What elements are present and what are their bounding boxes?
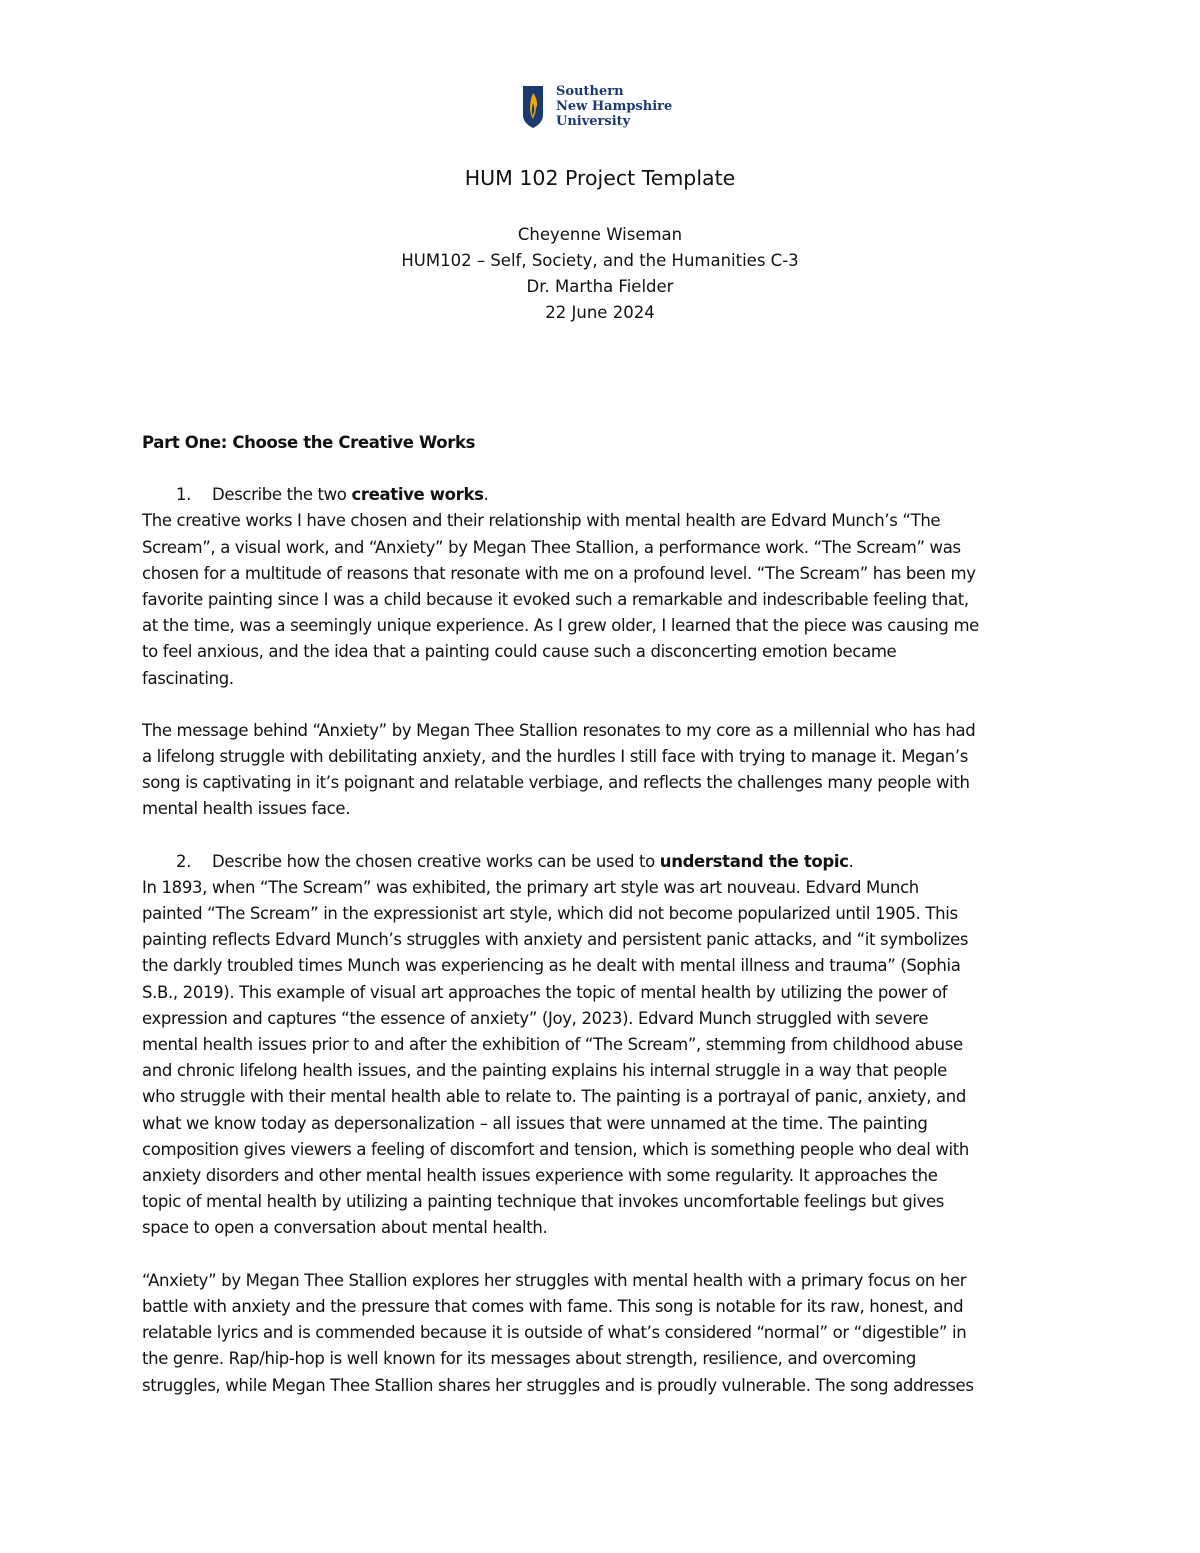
paragraph-gap: [142, 1242, 1062, 1268]
body-paragraph: [142, 508, 1062, 691]
text-line: battle with anxiety and the pressure that comes with fame. This song is notable for its raw, honest, and: [142, 1296, 964, 1316]
spacer: [142, 823, 1062, 849]
text-line: the genre. Rap/hip-hop is well known for its messages about strength, resilience, and overcoming: [142, 1349, 917, 1369]
title-block: [0, 222, 1200, 326]
body-paragraph: [142, 718, 1062, 823]
section-heading: Part One: Choose the Creative Works: [142, 433, 476, 452]
body-paragraph: [142, 875, 1062, 1242]
question-number: 2.: [176, 851, 192, 871]
document-title: HUM 102 Project Template: [464, 166, 736, 190]
text-line: a lifelong struggle with debilitating anxiety, and the hurdles I still face with trying to manage it. Megan’s: [142, 747, 969, 767]
answer-1: [142, 508, 1062, 822]
author-name: Cheyenne Wiseman: [517, 225, 683, 244]
text-line: relatable lyrics and is commended because it is outside of what’s considered “normal” or “digestible” in: [142, 1323, 967, 1343]
logo-line-1: Southern: [556, 84, 624, 99]
text-line: song is captivating in it’s poignant and relatable verbiage, and reflects the challenges many people with: [142, 773, 970, 793]
text-line: space to open a conversation about mental health.: [142, 1218, 548, 1238]
text-line: who struggle with their mental health able to relate to. The painting is a portrayal of panic, anxiety, and: [142, 1087, 967, 1107]
text-line: favorite painting since I was a child because it evoked such a remarkable and indescribable feeling that,: [142, 590, 969, 610]
logo-line-2: New Hampshire: [556, 99, 673, 114]
question-prefix: Describe how the chosen creative works can be used to: [212, 851, 660, 871]
text-line: Scream”, a visual work, and “Anxiety” by Megan Thee Stallion, a performance work. “The Scream” was: [142, 537, 961, 557]
text-line: topic of mental health by utilizing a painting technique that invokes uncomfortable feelings but gives: [142, 1192, 945, 1212]
question-number: 1.: [176, 485, 192, 505]
question-suffix: .: [483, 485, 489, 505]
document-body: [142, 430, 1062, 1399]
text-line: The creative works I have chosen and their relationship with mental health are Edvard Munch’s “The: [142, 511, 941, 531]
instructor-name: Dr. Martha Fielder: [526, 277, 674, 296]
logo-line-3: University: [556, 114, 631, 129]
question-keyword: understand the topic: [659, 851, 849, 871]
paragraph-gap: [142, 692, 1062, 718]
text-line: to feel anxious, and the idea that a painting could cause such a disconcerting emotion became: [142, 642, 897, 662]
text-line: mental health issues face.: [142, 799, 351, 819]
text-line: fascinating.: [142, 668, 234, 688]
text-line: In 1893, when “The Scream” was exhibited, the primary art style was art nouveau. Edvard Munch: [142, 877, 919, 897]
course-name: HUM102 – Self, Society, and the Humanities C-3: [401, 251, 799, 270]
text-line: mental health issues prior to and after the exhibition of “The Scream”, stemming from childhood abuse: [142, 1035, 963, 1055]
text-line: painted “The Scream” in the expressionist art style, which did not become popularized until 1905. This: [142, 904, 958, 924]
question-suffix: .: [848, 851, 854, 871]
text-line: The message behind “Anxiety” by Megan Thee Stallion resonates to my core as a millennial who has had: [142, 720, 976, 740]
submission-date: 22 June 2024: [545, 303, 655, 322]
text-line: at the time, was a seemingly unique experience. As I grew older, I learned that the piece was causing me: [142, 616, 979, 636]
question-1: [142, 482, 1062, 508]
question-text: [212, 482, 488, 508]
university-logo: [522, 84, 672, 129]
answer-2: [142, 875, 1062, 1399]
text-line: S.B., 2019). This example of visual art approaches the topic of mental health by utilizing the power of: [142, 982, 948, 1002]
shield-flame-icon: [522, 85, 544, 129]
question-keyword: creative works: [351, 485, 484, 505]
logo-wordmark: [556, 84, 672, 129]
text-line: chosen for a multitude of reasons that resonate with me on a profound level. “The Scream” has been my: [142, 563, 976, 583]
text-line: the darkly troubled times Munch was experiencing as he dealt with mental illness and trauma” (Sophia: [142, 956, 961, 976]
text-line: expression and captures “the essence of anxiety” (Joy, 2023). Edvard Munch struggled with severe: [142, 1008, 929, 1028]
text-line: struggles, while Megan Thee Stallion shares her struggles and is proudly vulnerable. The song addresses: [142, 1375, 974, 1395]
text-line: composition gives viewers a feeling of discomfort and tension, which is something people who deal with: [142, 1139, 969, 1159]
text-line: what we know today as depersonalization – all issues that were unnamed at the time. The painting: [142, 1113, 928, 1133]
text-line: anxiety disorders and other mental health issues experience with some regularity. It approaches the: [142, 1166, 938, 1186]
body-paragraph: [142, 1268, 1062, 1399]
question-prefix: Describe the two: [212, 485, 352, 505]
text-line: “Anxiety” by Megan Thee Stallion explores her struggles with mental health with a primary focus on her: [142, 1270, 967, 1290]
question-text: [212, 849, 854, 875]
question-2: [142, 849, 1062, 875]
text-line: and chronic lifelong health issues, and the painting explains his internal struggle in a way that people: [142, 1061, 947, 1081]
text-line: painting reflects Edvard Munch’s struggles with anxiety and persistent panic attacks, and “it symbolizes: [142, 930, 969, 950]
